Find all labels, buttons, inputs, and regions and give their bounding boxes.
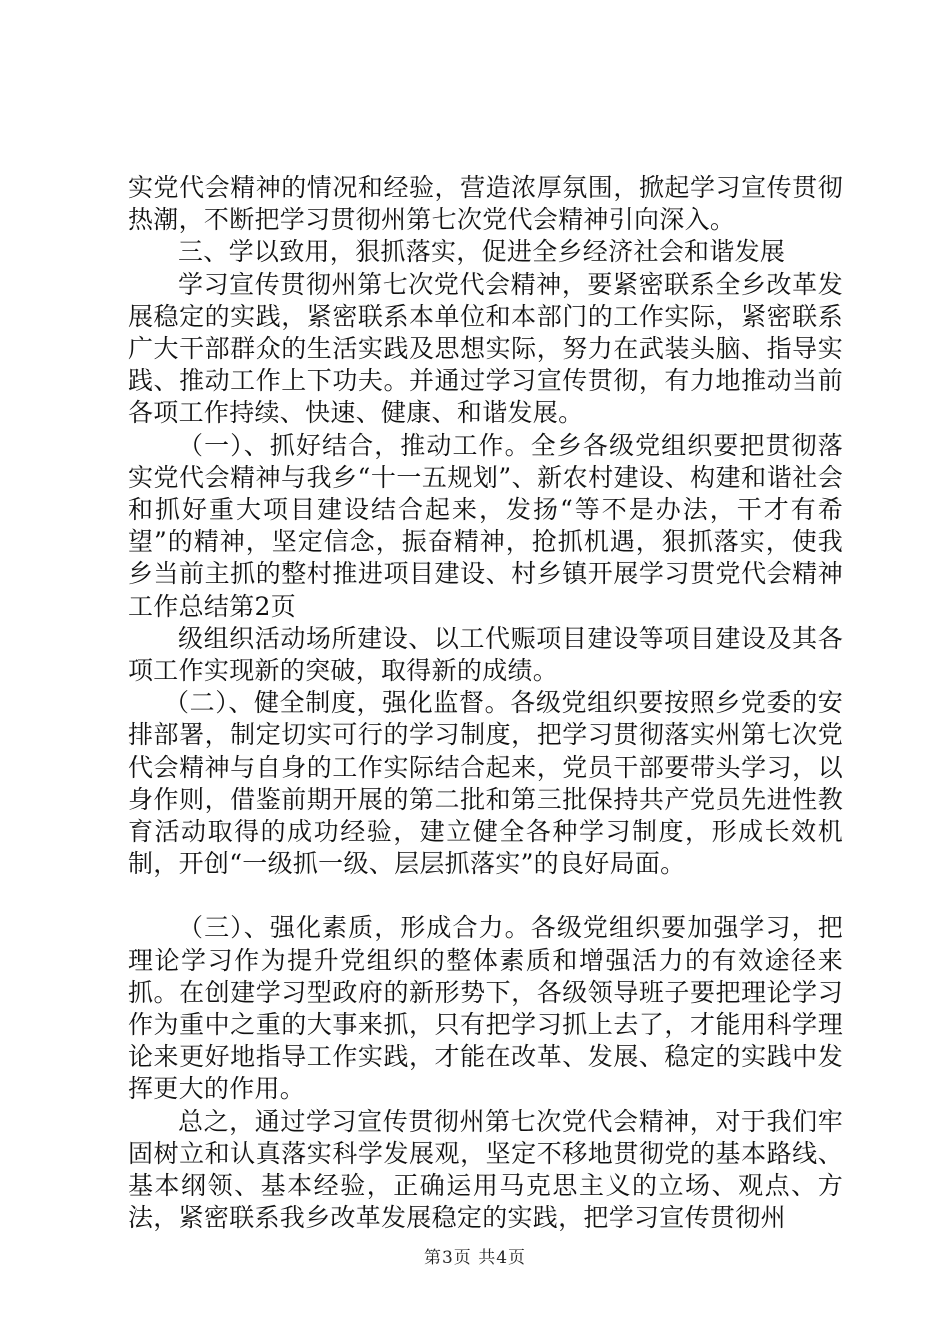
section-heading: 三、学以致用，狠抓落实，促进全乡经济社会和谐发展 xyxy=(178,237,786,267)
paragraph: （二）、健全制度，强化监督。各级党组织要按照乡党委的安排部署，制定切实可行的学习制度，把学习贯彻落实州第七次党代会精神与自身的工作实际结合起来，党员干部要带头学习，以身作则，借鉴前期开展的第二批和第三批保持共产党员先进性教育活动取得的成功经验，建立健全各种学习制度，形成长效机制，开创“一级抓一级、层层抓落实”的良好局面。 xyxy=(128,688,843,879)
document-body xyxy=(128,172,843,1235)
paragraph: （三）、强化素质，形成合力。各级党组织要加强学习，把理论学习作为提升党组织的整体素质和增强活力的有效途径来抓。在创建学习型政府的新形势下，各级领导班子要把理论学习作为重中之重的大事来抓，只有把学习抓上去了，才能用科学理论来更好地指导工作实践，才能在改革、发展、稳定的实践中发挥更大的作用。 xyxy=(128,913,843,1104)
paragraph: 学习宣传贯彻州第七次党代会精神，要紧密联系全乡改革发展稳定的实践，紧密联系本单位和本部门的工作实际，紧密联系广大干部群众的生活实践及思想实际，努力在武装头脑、指导实践、推动工作上下功夫。并通过学习宣传贯彻，有力地推动当前各项工作持续、快速、健康、和谐发展。 xyxy=(128,269,843,428)
blank-line xyxy=(128,880,843,912)
paragraph: 级组织活动场所建设、以工代赈项目建设等项目建设及其各项工作实现新的突破，取得新的成绩。 xyxy=(128,623,843,686)
paragraph: 总之，通过学习宣传贯彻州第七次党代会精神，对于我们牢固树立和认真落实科学发展观，坚定不移地贯彻党的基本路线、基本纲领、基本经验，正确运用马克思主义的立场、观点、方法，紧密联系我乡改革发展稳定的实践，把学习宣传贯彻州 xyxy=(128,1106,843,1233)
paragraph-continuation: 实党代会精神的情况和经验，营造浓厚氛围，掀起学习宣传贯彻热潮，不断把学习贯彻州第七次党代会精神引向深入。 xyxy=(128,173,843,235)
paragraph: （一）、抓好结合，推动工作。全乡各级党组织要把贯彻落实党代会精神与我乡“十一五规划”、新农村建设、构建和谐社会和抓好重大项目建设结合起来，发扬“等不是办法，干才有希望”的精神，坚定信念，振奋精神，抢抓机遇，狠抓落实，使我乡当前主抓的整村推进项目建设、村乡镇开展学习贯党代会精神工作总结第2页 xyxy=(128,430,843,621)
page-footer: 第3页 共4页 xyxy=(423,1248,527,1268)
